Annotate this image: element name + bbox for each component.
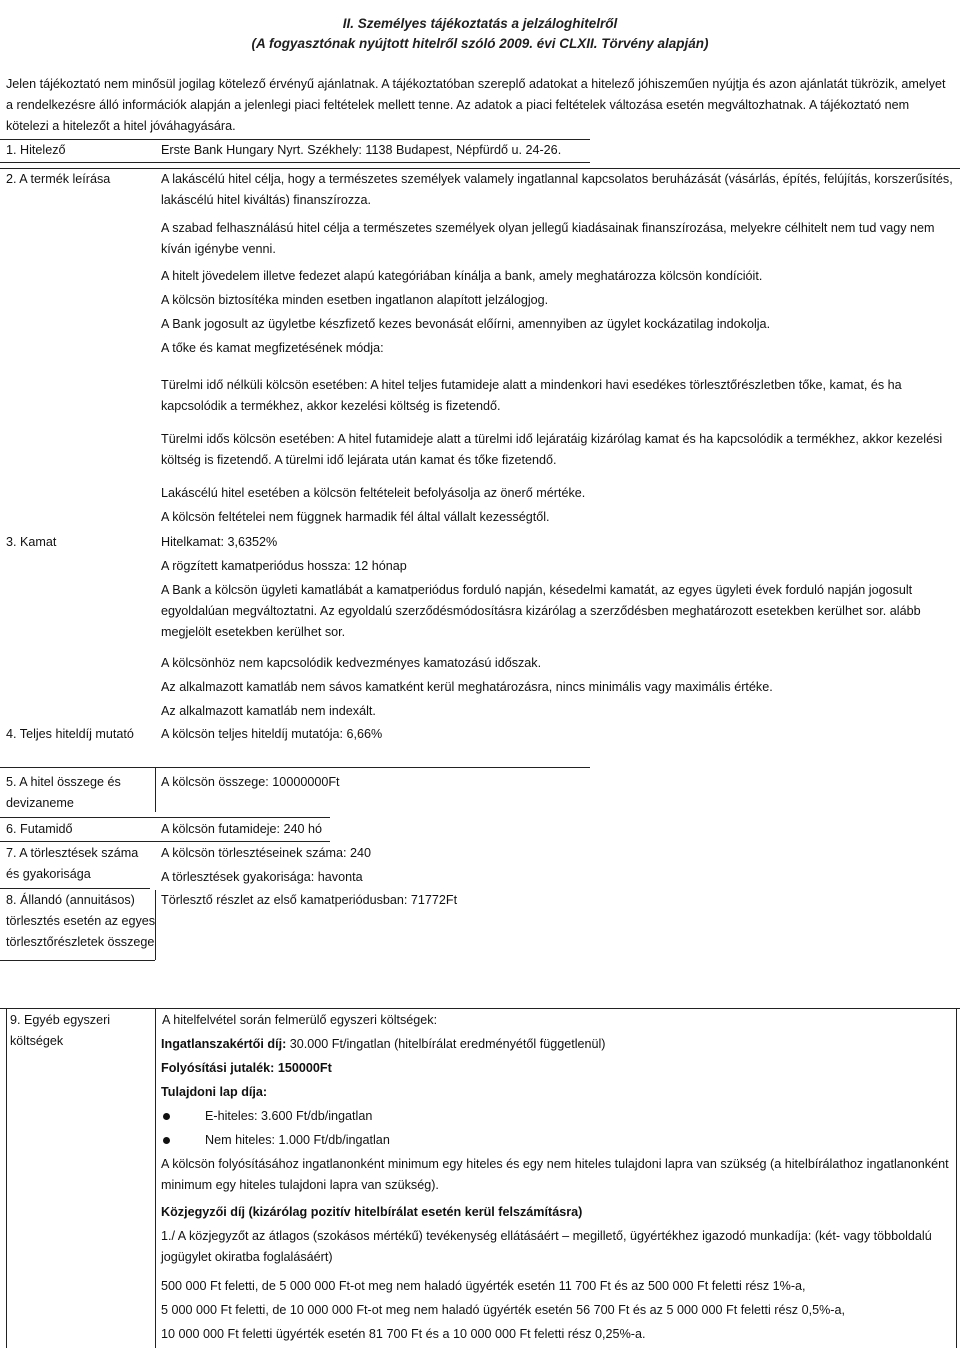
list-item: Nem hiteles: 1.000 Ft/db/ingatlan bbox=[161, 1130, 861, 1151]
paragraph: Folyósítási jutalék: 150000Ft bbox=[161, 1061, 332, 1075]
paragraph: Az alkalmazott kamatláb nem sávos kamatként kerül meghatározásra, nincs minimális vagy maximális értéke. bbox=[161, 680, 773, 694]
section-value: A kölcsön futamideje: 240 hó bbox=[161, 822, 323, 836]
paragraph: A rögzített kamatperiódus hossza: 12 hónap bbox=[161, 559, 407, 573]
paragraph: Az alkalmazott kamatláb nem indexált. bbox=[161, 704, 376, 718]
paragraph: A hitelt jövedelem illetve fedezet alapú kategóriában kínálja a bank, amely meghatározza kölcsön kondícióit. bbox=[161, 269, 763, 283]
paragraph: 1./ A közjegyzőt az átlagos (szokásos mértékű) tevékenység ellátásáért – megillető, ügyértékhez igazodó munkadíja: (két- vagy többoldalú jogügylet okiratba foglalásáért) bbox=[161, 1229, 932, 1264]
paragraph: Türelmi idős kölcsön esetében: A hitel futamideje alatt a türelmi idő lejáratáig kizárólag kamat és ha kapcsolódik a termékhez, akkor kezelési költség is fizetendő. A türelmi idő lejárata után kamat és tőke fizetendő. bbox=[161, 432, 943, 467]
column-divider bbox=[956, 1008, 957, 1348]
section-value: Erste Bank Hungary Nyrt. Székhely: 1138 Budapest, Népfürdő u. 24-26. bbox=[161, 143, 562, 157]
section-termek-leiras bbox=[6, 169, 954, 541]
intro-paragraph: Jelen tájékoztató nem minősül jogilag kötelező érvényű ajánlatnak. A tájékoztatóban szereplő adatokat a hitelező jóhiszeműen nyújtja és azon ajánlatát tükrözik, amelyet a rendelkezésre álló információk alapján a jelenlegi piaci feltételek mellett tenne. Az adatok a piaci feltételek változása esetén megváltozhatnak. A tájékoztató nem kötelezi a hitelezőt a hitel jóváhagyására. bbox=[6, 77, 946, 133]
section-divider bbox=[0, 817, 330, 818]
paragraph: A tőke és kamat megfizetésének módja: bbox=[161, 341, 384, 355]
section-label: 4. Teljes hiteldíj mutató bbox=[6, 727, 134, 741]
title-line-2: (A fogyasztónak nyújtott hitelről szóló 2009. évi CLXII. Törvény alapján) bbox=[251, 36, 709, 51]
section-divider bbox=[0, 841, 330, 842]
paragraph: A Bank jogosult az ügyletbe készfizető kezes bevonását előírni, amennyiben az ügylet kockázatilag indokolja. bbox=[161, 317, 771, 331]
column-divider bbox=[155, 767, 156, 812]
paragraph: A Bank a kölcsön ügyleti kamatlábát a kamatperiódus forduló napján, késedelmi kamatát, az egyes ügyleti évek forduló napján jogosult egyoldalúan megváltoztatni. Az egyoldalú szerződésmódosításra kizárólag a szerződésben meghatározott esetekben kerülhet sor. alább megjelölt esetekben kerülhet sor. bbox=[161, 583, 921, 639]
section-value: Törlesztő részlet az első kamatperiódusban: 71772Ft bbox=[161, 893, 458, 907]
section-value: A kölcsön törlesztéseinek száma: 240 bbox=[161, 846, 372, 860]
paragraph: A szabad felhasználású hitel célja a természetes személyek olyan jellegű kiadásainak finanszírozása, melyekre célhitelt nem tud vagy nem kíván igénybe venni. bbox=[161, 221, 935, 256]
paragraph: Türelmi idő nélküli kölcsön esetében: A hitel teljes futamideje alatt a mindenkori havi esedékes törlesztőrészletben tőke, kamat, és ha kapcsolódik a termékhez, akkor kezelési költség is fizetendő. bbox=[161, 378, 902, 413]
section-divider bbox=[0, 767, 590, 768]
document-title bbox=[0, 14, 960, 54]
paragraph: A kölcsön biztosítéka minden esetben ingatlanon alapított jelzálogjog. bbox=[161, 293, 549, 307]
paragraph: A lakáscélú hitel célja, hogy a természetes személyek valamely ingatlannal kapcsolatos beruházását (vásárlás, építés, felújítás, korszerűsítés, lakáscélú hitel kiváltás) finanszírozza. bbox=[161, 172, 953, 207]
section-value: A kölcsön teljes hiteldíj mutatója: 6,66% bbox=[161, 727, 383, 741]
bullet-icon bbox=[163, 1113, 170, 1120]
paragraph: Közjegyzői díj (kizárólag pozitív hitelbírálat esetén kerül felszámításra) bbox=[161, 1205, 583, 1219]
section-label: 1. Hitelező bbox=[6, 143, 66, 157]
section-divider bbox=[0, 888, 150, 889]
section-label: 3. Kamat bbox=[6, 535, 57, 549]
section-divider bbox=[0, 1008, 960, 1009]
paragraph: Lakáscélú hitel esetében a kölcsön feltételeit befolyásolja az önerő mértéke. bbox=[161, 486, 586, 500]
fee-value: 30.000 Ft/ingatlan (hitelbírálat eredményétől függetlenül) bbox=[286, 1037, 606, 1051]
section-label: 8. Állandó (annuitásos) törlesztés esetén az egyes törlesztőrészletek összege bbox=[6, 893, 156, 949]
section-label: 7. A törlesztések száma és gyakorisága bbox=[6, 846, 139, 881]
column-divider bbox=[155, 890, 156, 960]
section-egyeb-koltsegek bbox=[10, 1010, 950, 1348]
paragraph: 10 000 000 Ft feletti ügyérték esetén 81 700 Ft és a 10 000 000 Ft feletti rész 0,25%-a. bbox=[161, 1327, 646, 1341]
section-label: 9. Egyéb egyszeri költségek bbox=[10, 1013, 111, 1048]
paragraph: Tulajdoni lap díja: bbox=[161, 1085, 268, 1099]
title-line-1: II. Személyes tájékoztatás a jelzáloghitelről bbox=[342, 16, 618, 31]
paragraph: 5 000 000 Ft feletti, de 10 000 000 Ft-ot meg nem haladó ügyérték esetén 56 700 Ft és az 5 000 000 Ft feletti rész 0,5%-a, bbox=[161, 1303, 845, 1317]
section-label: 6. Futamidő bbox=[6, 822, 73, 836]
paragraph: A kölcsön folyósításához ingatlanonként minimum egy hiteles és egy nem hiteles tulajdoni lapra van szükség (a hitelbírálathoz ingatlanonként minimum egy hiteles tulajdoni lapra van szükség). bbox=[161, 1157, 949, 1192]
column-divider bbox=[6, 1008, 7, 1348]
paragraph: A kölcsön feltételei nem függnek harmadik fél által vállalt kezességtől. bbox=[161, 510, 550, 524]
paragraph bbox=[161, 1034, 956, 1055]
paragraph: Hitelkamat: 3,6352% bbox=[161, 535, 278, 549]
fee-label: Ingatlanszakértői díj: bbox=[161, 1037, 287, 1051]
paragraph: 500 000 Ft feletti, de 5 000 000 Ft-ot meg nem haladó ügyérték esetén 11 700 Ft és az 500 000 Ft feletti rész 1%-a, bbox=[161, 1279, 806, 1293]
list-item: E-hiteles: 3.600 Ft/db/ingatlan bbox=[161, 1106, 861, 1127]
section-value: A törlesztések gyakorisága: havonta bbox=[161, 870, 363, 884]
section-label: 2. A termék leírása bbox=[6, 172, 111, 186]
section-label: 5. A hitel összege és devizaneme bbox=[6, 775, 121, 810]
section-divider bbox=[0, 960, 155, 961]
paragraph: A hitelfelvétel során felmerülő egyszeri költségek: bbox=[162, 1013, 438, 1027]
section-divider bbox=[0, 162, 590, 163]
bullet-icon bbox=[163, 1137, 170, 1144]
paragraph: A kölcsönhöz nem kapcsolódik kedvezményes kamatozású időszak. bbox=[161, 656, 542, 670]
section-value: A kölcsön összege: 10000000Ft bbox=[161, 775, 340, 789]
